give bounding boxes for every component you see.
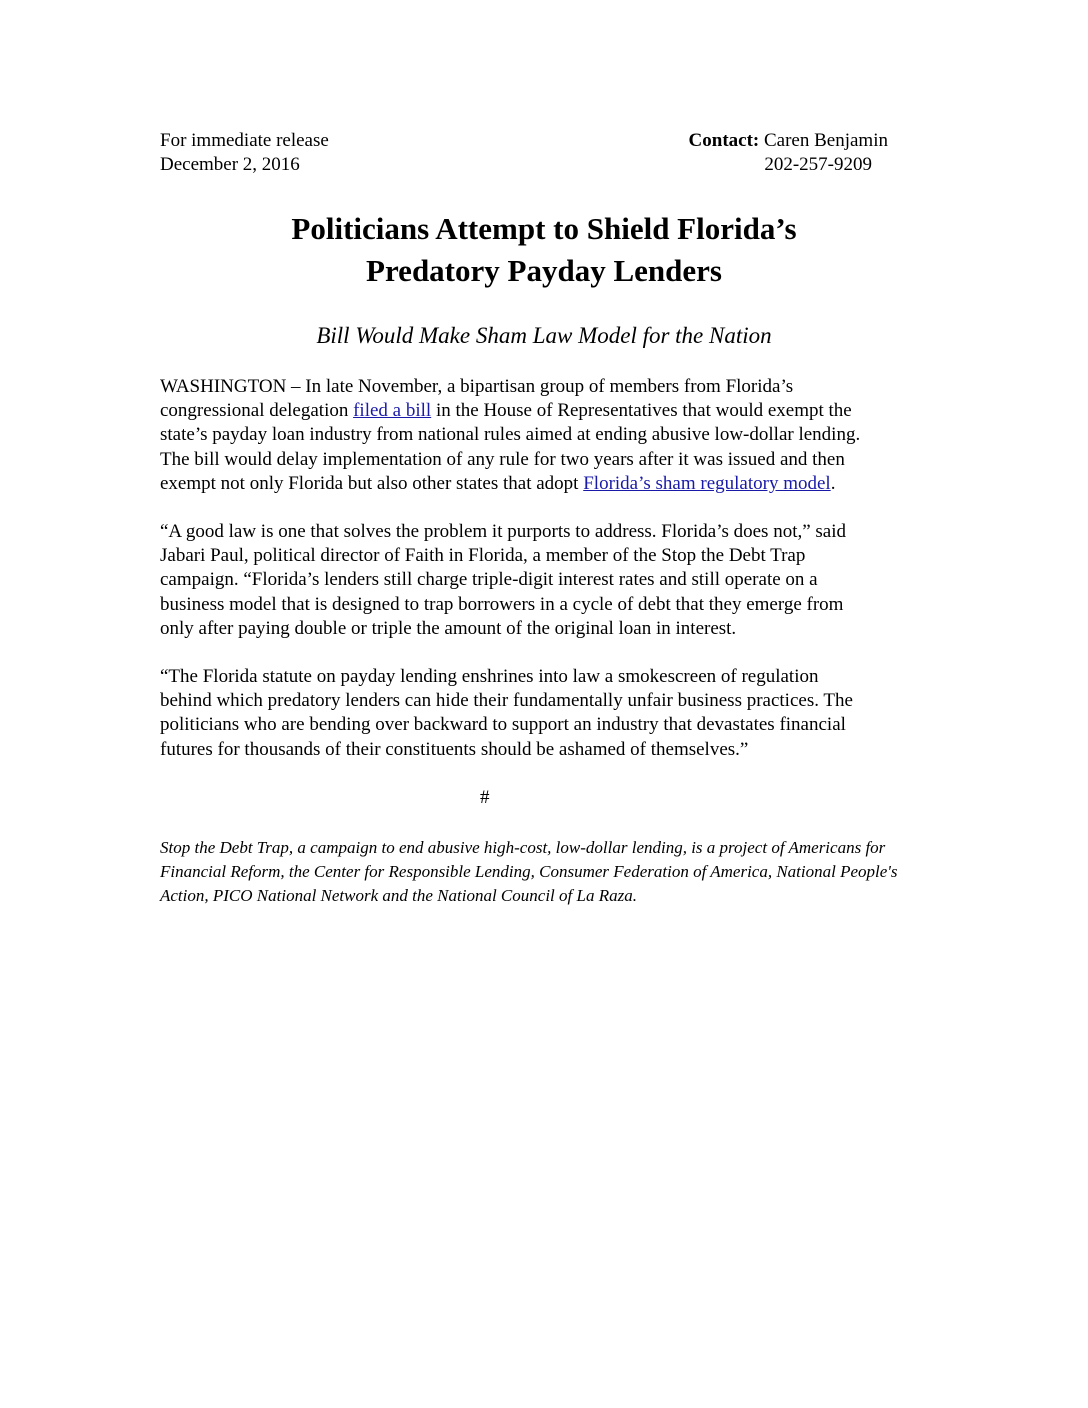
paragraph-line: The bill would delay implementation of any rule for two years after it was issued and then — [160, 448, 845, 470]
paragraph-line: politicians who are bending over backward to support an industry that devastates financial — [160, 714, 846, 736]
paragraph-line: behind which predatory lenders can hide their fundamentally unfair business practices. The — [160, 690, 853, 712]
release-label: For immediate release — [160, 130, 329, 151]
contact-label: Contact: — [688, 130, 760, 151]
paragraph-line — [160, 399, 928, 423]
paragraph-text: congressional delegation — [160, 400, 354, 422]
subheadline: Bill Would Make Sham Law Model for the Nation — [316, 323, 772, 348]
filed-a-bill-link[interactable]: filed a bill — [353, 400, 432, 422]
boilerplate-line: Stop the Debt Trap, a campaign to end abusive high-cost, low-dollar lending, is a project of Americans for — [160, 838, 886, 857]
paragraph-3 — [160, 665, 928, 762]
paragraph-line: Jabari Paul, political director of Faith in Florida, a member of the Stop the Debt Trap — [160, 545, 806, 567]
headline-line-2: Predatory Payday Lenders — [366, 253, 722, 288]
contact-phone: 202-257-9209 — [764, 154, 872, 175]
headline-line-1: Politicians Attempt to Shield Florida’s — [291, 211, 797, 246]
paragraph-line: only after paying double or triple the amount of the original loan in interest. — [160, 617, 737, 639]
paragraph-line: “The Florida statute on payday lending enshrines into law a smokescreen of regulation — [160, 666, 819, 687]
paragraph-line: WASHINGTON – In late November, a bipartisan group of members from Florida’s — [160, 376, 794, 397]
boilerplate-line: Action, PICO National Network and the National Council of La Raza. — [160, 886, 637, 906]
paragraph-text: exempt not only Florida but also other states that adopt — [160, 472, 584, 494]
headline — [160, 208, 928, 292]
boilerplate — [160, 836, 940, 909]
contact-line — [672, 129, 888, 153]
paragraph-line: “A good law is one that solves the problem it purports to address. Florida’s does not,” said — [160, 521, 847, 542]
paragraph-text: . — [830, 472, 836, 494]
paragraph-2 — [160, 520, 928, 641]
sham-regulatory-model-link[interactable]: Florida’s sham regulatory model — [583, 472, 831, 494]
end-marker: # — [480, 787, 490, 808]
release-info — [160, 129, 329, 177]
release-date: December 2, 2016 — [160, 154, 300, 175]
paragraph-line — [160, 472, 928, 496]
contact-info — [672, 129, 888, 177]
paragraph-text: in the House of Representatives that would exempt the — [431, 400, 852, 422]
paragraph-line: business model that is designed to trap borrowers in a cycle of debt that they emerge from — [160, 593, 844, 615]
boilerplate-line: Financial Reform, the Center for Responsible Lending, Consumer Federation of America, National People's — [160, 862, 898, 882]
paragraph-line: futures for thousands of their constituents should be ashamed of themselves.” — [160, 738, 749, 760]
contact-name: Caren Benjamin — [764, 130, 888, 151]
paragraph-line: campaign. “Florida’s lenders still charge triple-digit interest rates and still operate on a — [160, 569, 818, 591]
paragraph-line: state’s payday loan industry from national rules aimed at ending abusive low-dollar lending. — [160, 424, 861, 446]
paragraph-1 — [160, 375, 928, 496]
